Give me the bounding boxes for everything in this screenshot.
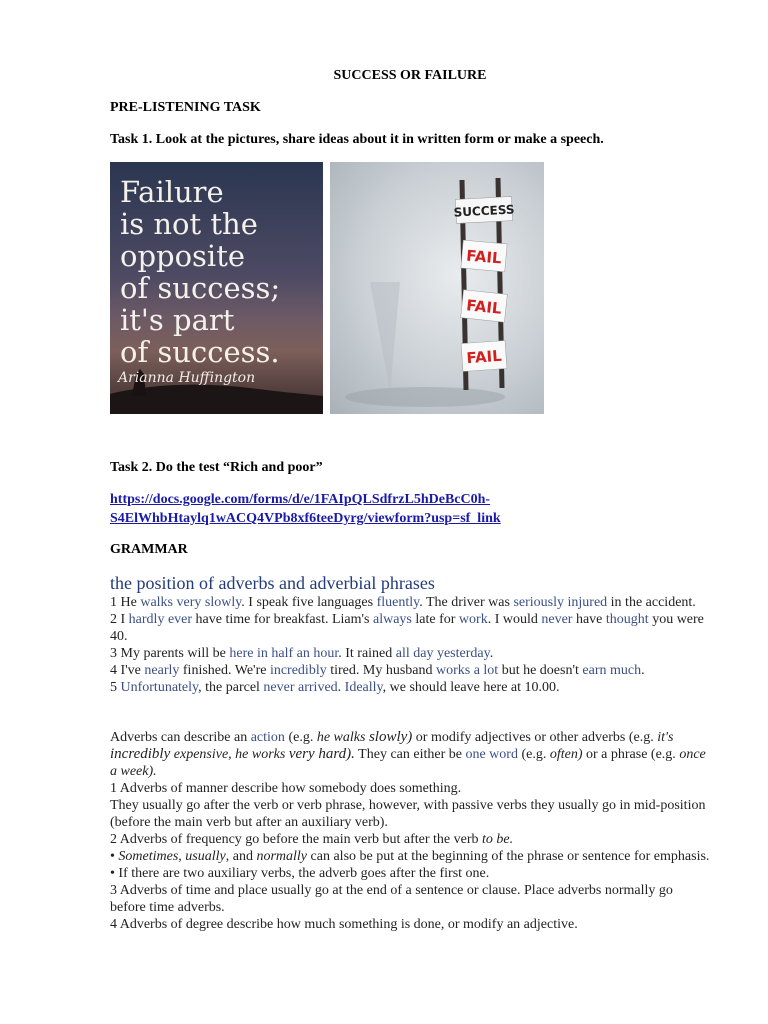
example-2: 2 I hardly ever have time for breakfast. Liam's always late for work. I would never have thought you were 40. <box>110 612 704 644</box>
google-form-link[interactable] <box>110 490 710 528</box>
task2-text: Task 2. Do the test “Rich and poor” <box>110 460 323 475</box>
grammar-subheading: the position of adverbs and adverbial phrases <box>110 573 435 593</box>
example-4: 4 I've nearly finished. We're incredibly tired. My husband works a lot but he doesn't earn much. <box>110 663 645 678</box>
sign-fail-3: FAIL <box>465 346 503 368</box>
quote-text: Failure is not the opposite of success; it's part of success. <box>120 175 281 369</box>
task1-text: Task 1. Look at the pictures, share ideas about it in written form or make a speech. <box>110 132 604 147</box>
grammar-heading: GRAMMAR <box>110 542 188 557</box>
sign-fail-1: FAIL <box>465 246 503 268</box>
example-1: 1 He walks very slowly. I speak five languages fluently. The driver was seriously injured in the accident. <box>110 595 696 610</box>
rule-frequency: 2 Adverbs of frequency go before the main verb but after the verb to be. <box>110 832 514 847</box>
rule-time-place: 3 Adverbs of time and place usually go at the end of a sentence or clause. Place adverbs normally go before time adverbs. <box>110 883 673 915</box>
link-line-1[interactable]: https://docs.google.com/forms/d/e/1FAIpQLSdfrzL5hDeBcC0h- <box>110 492 491 507</box>
rule-frequency-auxiliary: • If there are two auxiliary verbs, the adverb goes after the first one. <box>110 866 490 881</box>
rule-manner-detail: They usually go after the verb or verb phrase, however, with passive verbs they usually go in mid-position (before the main verb but after an auxiliary verb). <box>110 798 706 830</box>
pre-listening-heading: PRE-LISTENING TASK <box>110 100 261 115</box>
example-3: 3 My parents will be here in half an hour. It rained all day yesterday. <box>110 646 494 661</box>
sign-fail-2: FAIL <box>465 296 503 318</box>
rule-frequency-emphasis: • Sometimes, usually, and normally can also be put at the beginning of the phrase or sentence for emphasis. <box>110 849 710 864</box>
ladder-image <box>330 162 544 414</box>
quote-author: Arianna Huffington <box>118 370 256 386</box>
rule-manner: 1 Adverbs of manner describe how somebody does something. <box>110 781 462 796</box>
rule-degree: 4 Adverbs of degree describe how much something is done, or modify an adjective. <box>110 917 578 932</box>
failure-quote-image <box>110 162 323 414</box>
examples-block <box>110 594 710 696</box>
example-5: 5 Unfortunately, the parcel never arrived. Ideally, we should leave here at 10.00. <box>110 680 560 695</box>
explanation-block <box>110 729 710 933</box>
sign-success: SUCCESS <box>453 202 515 220</box>
adverbs-intro: Adverbs can describe an action (e.g. he walks slowly) or modify adjectives or other adverbs (e.g. it's incredibly expensive, he works very hard). They can either be one word (e.g. often) or a phrase (e.g. once a week). <box>110 729 706 779</box>
page-title: SUCCESS OR FAILURE <box>333 68 487 83</box>
ladder-graphic <box>330 162 544 414</box>
link-line-2[interactable]: S4ElWhbHtaylq1wACQ4VPb8xf6teeDyrg/viewform?usp=sf_link <box>110 511 501 526</box>
